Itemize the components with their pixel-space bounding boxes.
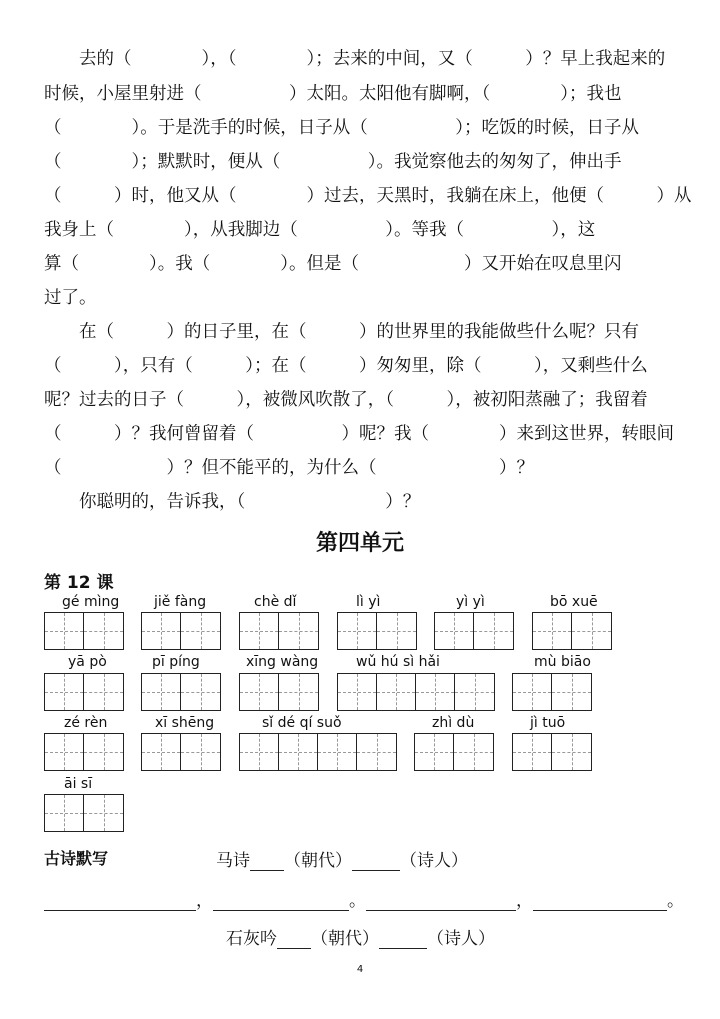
writing-grid[interactable] [434, 612, 514, 650]
passage-line: （ ），只有（ ）；在（ ）匆匆里，除（ ），又剩些什么 [44, 356, 648, 376]
poem1-heading [216, 846, 468, 871]
passage-line: （ ）时，他又从（ ）过去，天黑时，我躺在床上，他便（ ）从 [44, 186, 692, 206]
passage-line: （ ）？但不能平的，为什么（ ）？ [44, 458, 534, 478]
poem1-answer-lines [44, 886, 684, 911]
poem2-title: 石灰吟 [226, 929, 277, 949]
pinyin-label: yā pò [68, 654, 107, 670]
pinyin-label: pī píng [152, 654, 200, 670]
period: 。 [667, 891, 684, 911]
writing-grid[interactable] [141, 733, 221, 771]
poem-section-label: 古诗默写 [44, 849, 109, 868]
writing-grid[interactable] [414, 733, 494, 771]
writing-grid[interactable] [337, 673, 495, 711]
pinyin-label: wǔ hú sì hǎi [356, 654, 440, 670]
pinyin-label: jiě fàng [154, 594, 207, 610]
writing-grid[interactable] [337, 612, 417, 650]
pinyin-label: gé mìng [62, 594, 120, 610]
pinyin-label: xīng wàng [246, 654, 319, 670]
passage-line: 算（ ）。我（ ）。但是（ ）又开始在叹息里闪 [44, 254, 622, 274]
dynasty-blank[interactable] [277, 930, 311, 949]
poem-line-blank[interactable] [213, 892, 349, 911]
passage-line: 你聪明的，告诉我，（ ）？ [44, 492, 421, 512]
writing-grid[interactable] [44, 673, 124, 711]
writing-grid[interactable] [239, 733, 397, 771]
poem-line-blank[interactable] [533, 892, 667, 911]
poem1-title: 马诗 [216, 851, 250, 871]
pinyin-label: bō xuē [550, 594, 598, 610]
passage-line: 在（ ）的日子里，在（ ）的世界里的我能做些什么呢？只有 [44, 322, 639, 342]
passage-line: （ ）？我何曾留着（ ）呢？我（ ）来到这世界，转眼间 [44, 424, 674, 444]
poet-blank[interactable] [379, 930, 427, 949]
writing-grid[interactable] [44, 733, 124, 771]
passage-line: 过了。 [44, 288, 97, 308]
passage-line: 呢？过去的日子（ ），被微风吹散了，（ ），被初阳蒸融了；我留着 [44, 390, 648, 410]
poet-blank[interactable] [352, 852, 400, 871]
passage-line: （ ）；默默时，便从（ ）。我觉察他去的匆匆了，伸出手 [44, 152, 622, 172]
pinyin-label: yì yì [456, 594, 485, 610]
period: 。 [349, 891, 366, 911]
poem-line-blank[interactable] [366, 892, 516, 911]
writing-grid[interactable] [512, 733, 592, 771]
writing-grid[interactable] [141, 612, 221, 650]
poem2-heading [226, 924, 495, 949]
writing-grid[interactable] [44, 794, 124, 832]
comma: ， [516, 891, 533, 911]
page-number: 4 [356, 964, 364, 975]
passage-line: 时候，小屋里射进（ ）太阳。太阳他有脚啊，（ ）；我也 [44, 84, 622, 104]
writing-grid[interactable] [239, 673, 319, 711]
unit-title: 第四单元 [315, 531, 404, 556]
pinyin-label: jì tuō [530, 715, 566, 731]
pinyin-label: zé rèn [64, 715, 108, 731]
passage-line: 我身上（ ），从我脚边（ ）。等我（ ），这 [44, 220, 596, 240]
pinyin-label: zhì dù [432, 715, 475, 731]
dynasty-label: （朝代） [284, 851, 352, 871]
passage-line: 去的（ ），（ ）；去来的中间，又（ ）？早上我起来的 [44, 49, 666, 69]
pinyin-label: āi sī [64, 776, 93, 792]
pinyin-label: mù biāo [534, 654, 591, 670]
lesson-title: 第 12 课 [44, 573, 114, 593]
poet-label: （诗人） [427, 929, 495, 949]
comma: ， [196, 891, 213, 911]
pinyin-label: sǐ dé qí suǒ [262, 715, 342, 731]
writing-grid[interactable] [141, 673, 221, 711]
dynasty-blank[interactable] [250, 852, 284, 871]
passage-line: （ ）。于是洗手的时候，日子从（ ）；吃饭的时候，日子从 [44, 118, 639, 138]
poem-line-blank[interactable] [44, 892, 196, 911]
pinyin-label: chè dǐ [254, 594, 297, 610]
dynasty-label: （朝代） [311, 929, 379, 949]
pinyin-label: lì yì [356, 594, 381, 610]
writing-grid[interactable] [532, 612, 612, 650]
writing-grid[interactable] [239, 612, 319, 650]
writing-grid[interactable] [44, 612, 124, 650]
writing-grid[interactable] [512, 673, 592, 711]
poet-label: （诗人） [400, 851, 468, 871]
pinyin-label: xī shēng [155, 715, 215, 731]
